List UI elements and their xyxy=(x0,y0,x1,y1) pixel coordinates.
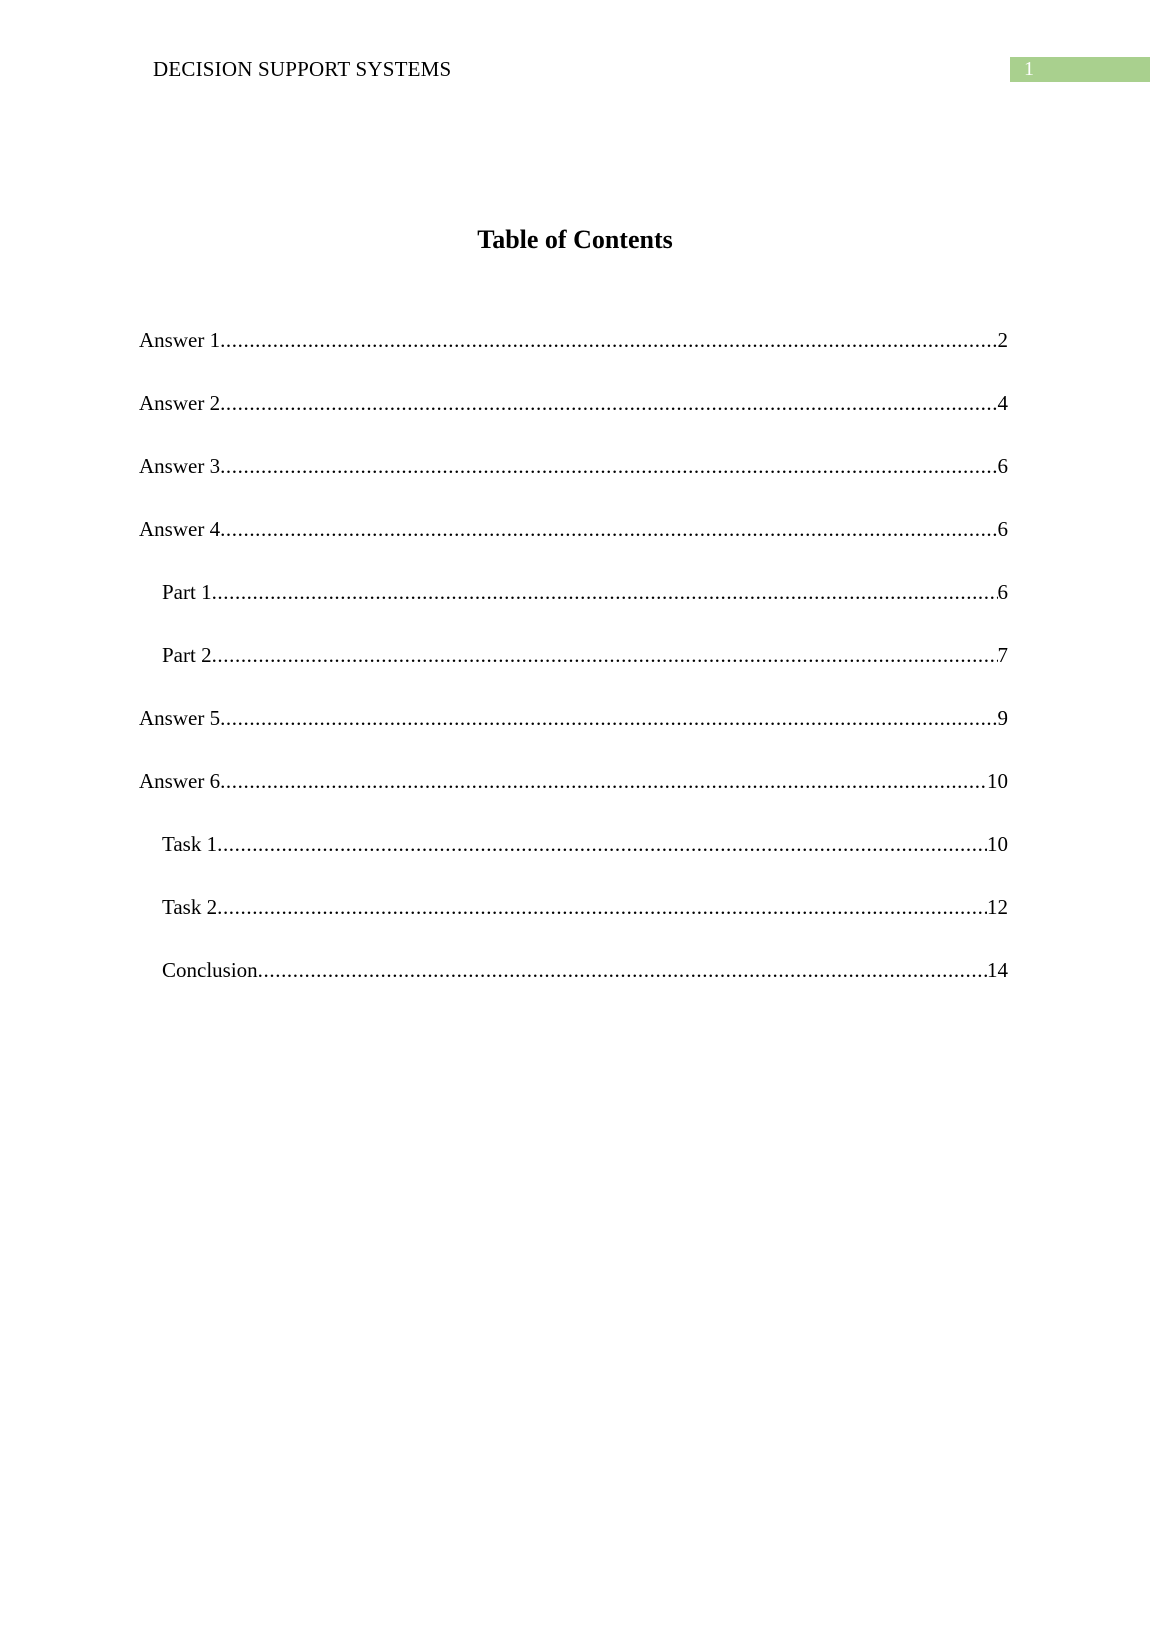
toc-entry-answer-3[interactable] xyxy=(139,452,1008,480)
dot-leader xyxy=(217,830,987,858)
toc-entry-page: 6 xyxy=(997,517,1008,541)
running-header-title: DECISION SUPPORT SYSTEMS xyxy=(153,57,452,81)
toc-entry-page: 14 xyxy=(987,958,1008,982)
dot-leader xyxy=(220,452,997,480)
toc-entry-label: Answer 4 xyxy=(139,517,221,541)
dot-leader xyxy=(258,956,987,984)
toc-entry-part-2[interactable] xyxy=(162,641,1008,669)
toc-entry-answer-1[interactable] xyxy=(139,326,1008,354)
dot-leader xyxy=(220,704,997,732)
dot-leader xyxy=(220,389,997,417)
toc-entry-page: 10 xyxy=(987,769,1008,793)
toc-entry-conclusion[interactable] xyxy=(162,956,1008,984)
toc-entry-page: 2 xyxy=(997,328,1008,352)
toc-entry-task-1[interactable] xyxy=(162,830,1008,858)
dot-leader xyxy=(212,578,998,606)
page-number: 1 xyxy=(1024,58,1034,80)
toc-entry-label: Task 1 xyxy=(162,832,218,856)
toc-entry-page: 7 xyxy=(997,643,1008,667)
toc-entry-label: Answer 2 xyxy=(139,391,221,415)
dot-leader xyxy=(220,326,997,354)
toc-entry-label: Conclusion xyxy=(162,958,258,982)
toc-entry-label: Answer 5 xyxy=(139,706,221,730)
toc-entry-page: 6 xyxy=(997,580,1008,604)
dot-leader xyxy=(220,515,997,543)
toc-entry-answer-2[interactable] xyxy=(139,389,1008,417)
toc-entry-label: Part 1 xyxy=(162,580,212,604)
toc-entry-task-2[interactable] xyxy=(162,893,1008,921)
dot-leader xyxy=(220,767,987,795)
toc-entry-part-1[interactable] xyxy=(162,578,1008,606)
toc-entry-answer-5[interactable] xyxy=(139,704,1008,732)
toc-entry-answer-6[interactable] xyxy=(139,767,1008,795)
toc-entry-page: 12 xyxy=(987,895,1008,919)
toc-entry-label: Answer 3 xyxy=(139,454,221,478)
toc-entry-label: Answer 6 xyxy=(139,769,221,793)
dot-leader xyxy=(217,893,987,921)
toc-entry-page: 6 xyxy=(997,454,1008,478)
dot-leader xyxy=(212,641,998,669)
toc-entry-label: Part 2 xyxy=(162,643,212,667)
toc-entry-label: Answer 1 xyxy=(139,328,221,352)
toc-entry-answer-4[interactable] xyxy=(139,515,1008,543)
toc-entry-label: Task 2 xyxy=(162,895,218,919)
toc-entry-page: 9 xyxy=(997,706,1008,730)
toc-entry-page: 10 xyxy=(987,832,1008,856)
toc-heading: Table of Contents xyxy=(477,225,673,254)
toc-entry-page: 4 xyxy=(997,391,1008,415)
